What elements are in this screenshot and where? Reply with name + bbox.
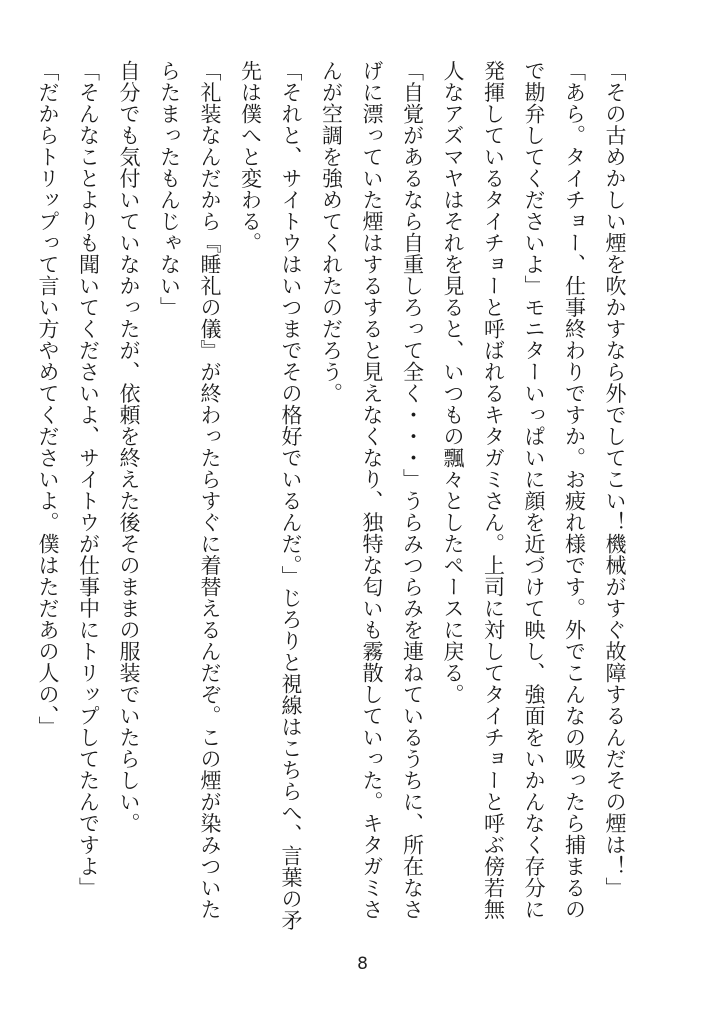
vertical-text-body	[36, 60, 635, 940]
paragraph-1: 「その古めかしい煙を吹かすなら外でしてこい！機械がすぐ故障するんだその煙は！」	[603, 60, 627, 899]
paragraph-5: 「礼装なんだから『睡礼の儀』が終わったらすぐに着替えるんだぞ。この煙が染みついたらたまったもんじゃない」	[157, 60, 222, 920]
page-number: 8	[357, 954, 368, 974]
paragraph-3: 「自覚があるなら自重しろって全く・・・」うらみつらみを連ねているうちに、所在なさげに漂っていた煙はするすると見えなくなり、独特な匂いも霧散していった。キタガミさんが空調を強めてくれたのだろう。	[319, 60, 425, 920]
paragraph-2: 「あら。タイチョー、仕事終わりですか。お疲れ様です。外でこんなの吸ったら捕まるので勘弁してくださいよ」モニターいっぱいに顔を近づけて映し、強面をいかんなく存分に発揮しているタイチョーと呼ばれるキタガミさん。上司に対してタイチョーと呼ぶ傍若無人なアズマヤはそれを見ると、いつもの飄々としたペースに戻る。	[441, 60, 587, 920]
paragraph-8: 「だからトリップって言い方やめてくださいよ。僕はただあの人の、」	[36, 60, 60, 738]
paragraph-4: 「それと、サイトウはいつまでその格好でいるんだ。」じろりと視線はこちらへ、言葉の矛先は僕へと変わる。	[238, 60, 303, 931]
paragraph-7: 「そんなことよりも聞いてくださいよ、サイトウが仕事中にトリップしてたんですよ」	[76, 60, 101, 899]
paragraph-6: 自分でも気付いていなかったが、依頼を終えた後そのままの服装でいたらしい。	[117, 60, 141, 834]
